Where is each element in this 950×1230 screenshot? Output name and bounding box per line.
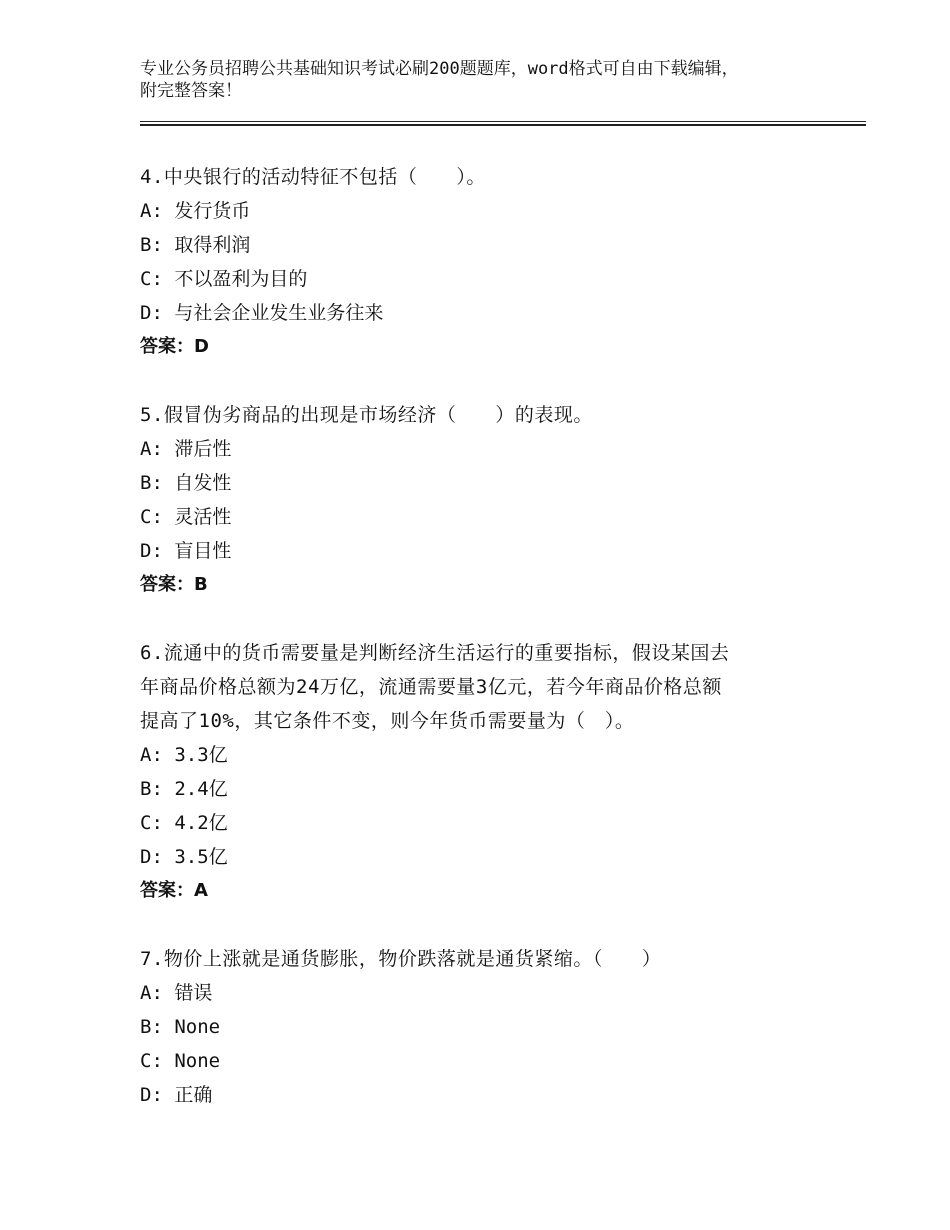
- question-text-line-3: 提高了10%，其它条件不变，则今年货币需要量为（ ）。: [140, 710, 635, 732]
- option-d: D: 正确: [140, 1084, 213, 1106]
- header-divider: [140, 121, 866, 122]
- option-c: C: None: [140, 1050, 221, 1072]
- option-a: A: 发行货币: [140, 200, 251, 222]
- option-d: D: 与社会企业发生业务往来: [140, 302, 384, 324]
- question-text: 7.物价上涨就是通货膨胀，物价跌落就是通货紧缩。（ ）: [140, 948, 662, 970]
- option-a: A: 错误: [140, 982, 213, 1004]
- answer-line: 答案：B: [140, 574, 208, 595]
- header-divider-thick: [140, 124, 866, 126]
- question-list: [140, 160, 820, 1146]
- option-b: B: None: [140, 1016, 221, 1038]
- option-d: D: 盲目性: [140, 540, 232, 562]
- question-block: [140, 942, 820, 1112]
- option-c: C: 4.2亿: [140, 812, 228, 834]
- option-c: C: 灵活性: [140, 506, 232, 528]
- answer-line: 答案：A: [140, 880, 208, 901]
- answer-line: 答案：D: [140, 336, 209, 357]
- option-a: A: 3.3亿: [140, 744, 228, 766]
- header-line-1: 专业公务员招聘公共基础知识考试必刷200题题库，word格式可自由下载编辑，: [140, 59, 739, 79]
- document-header: [140, 58, 840, 102]
- question-block: [140, 160, 820, 364]
- option-b: B: 取得利润: [140, 234, 251, 256]
- question-text: 5.假冒伪劣商品的出现是市场经济（ ）的表现。: [140, 404, 593, 426]
- question-block: [140, 636, 820, 908]
- option-a: A: 滞后性: [140, 438, 232, 460]
- option-b: B: 自发性: [140, 472, 232, 494]
- option-c: C: 不以盈利为目的: [140, 268, 308, 290]
- question-text-line-2: 年商品价格总额为24万亿，流通需要量3亿元，若今年商品价格总额: [140, 676, 722, 698]
- question-text: 4.中央银行的活动特征不包括（ ）。: [140, 166, 486, 188]
- option-d: D: 3.5亿: [140, 846, 228, 868]
- option-b: B: 2.4亿: [140, 778, 228, 800]
- question-block: [140, 398, 820, 602]
- question-text-line-1: 6.流通中的货币需要量是判断经济生活运行的重要指标，假设某国去: [140, 642, 730, 664]
- header-line-2: 附完整答案！: [140, 81, 242, 101]
